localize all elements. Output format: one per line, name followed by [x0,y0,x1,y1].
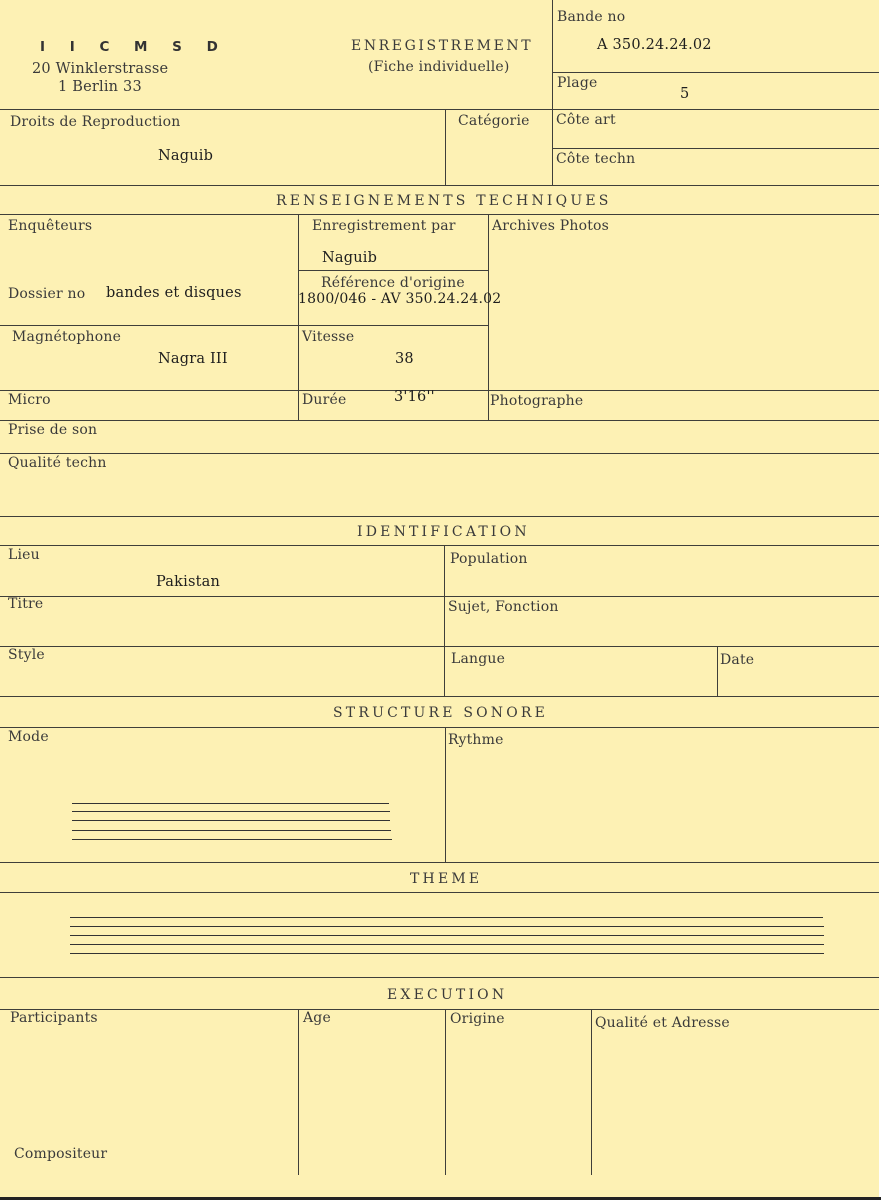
rule [298,270,489,271]
section-title-theme: THEME [410,871,483,887]
dossier-value: bandes et disques [106,285,242,301]
duree-value: 3'16'' [394,389,435,405]
rule [0,977,879,978]
sujet-fonction-label: Sujet, Fonction [448,599,559,615]
rule [488,214,489,420]
rule [0,1009,879,1010]
rule [0,696,879,697]
lieu-value: Pakistan [156,574,221,590]
photographe-label: Photographe [490,393,584,409]
enregistrement-par-value: Naguib [322,250,378,266]
compositeur-label: Compositeur [14,1146,108,1162]
rule [0,420,879,421]
enqueteurs-label: Enquêteurs [8,218,93,234]
rule [552,72,879,73]
age-label: Age [303,1010,331,1026]
address-line-1: 20 Winklerstrasse [32,61,169,77]
prise-de-son-label: Prise de son [8,422,98,438]
dossier-label: Dossier no [8,286,86,302]
section-title-structure: STRUCTURE SONORE [333,705,549,721]
qualite-adresse-label: Qualité et Adresse [595,1015,730,1031]
rule [0,892,879,893]
rule [0,545,879,546]
vitesse-value: 38 [395,351,414,367]
droits-value: Naguib [158,148,214,164]
rule [0,390,879,391]
cote-techn-label: Côte techn [556,151,636,167]
rule [0,109,879,110]
address-line-2: 1 Berlin 33 [58,79,142,95]
origine-label: Origine [450,1011,505,1027]
rule [298,214,299,420]
rule [0,325,489,326]
participants-label: Participants [10,1010,98,1026]
rule [445,1009,446,1175]
rule [0,727,879,728]
bande-no-label: Bande no [557,9,626,25]
vitesse-label: Vitesse [302,329,355,345]
categorie-label: Catégorie [458,113,530,129]
langue-label: Langue [451,651,506,667]
plage-label: Plage [557,75,598,91]
rule [445,109,446,186]
archives-photos-label: Archives Photos [492,218,610,234]
titre-label: Titre [8,596,44,612]
rule [0,214,879,215]
enregistrement-par-label: Enregistrement par [312,218,456,234]
rule [0,453,879,454]
lieu-label: Lieu [8,547,40,563]
mode-label: Mode [8,729,49,745]
reference-label: Référence d'origine [321,275,465,291]
date-label: Date [720,652,755,668]
droits-label: Droits de Reproduction [10,114,181,130]
rule [0,185,879,186]
rule [552,0,553,186]
cote-art-label: Côte art [556,112,616,128]
magnetophone-value: Nagra III [158,351,228,367]
rule [444,545,445,697]
qualite-techn-label: Qualité techn [8,455,107,471]
magnetophone-label: Magnétophone [12,329,122,345]
section-title-identification: IDENTIFICATION [357,524,530,540]
rule [298,1009,299,1175]
population-label: Population [450,551,528,567]
micro-label: Micro [8,392,51,408]
reference-value: 1800/046 - AV 350.24.24.02 [298,291,502,307]
bande-no-value: A 350.24.24.02 [597,37,712,53]
duree-label: Durée [302,392,347,408]
rule [717,646,718,697]
rule [0,516,879,517]
form-title: ENREGISTREMENT [351,38,534,54]
rule [445,727,446,863]
plage-value: 5 [680,86,690,102]
form-subtitle: (Fiche individuelle) [368,59,510,75]
section-title-technical: RENSEIGNEMENTS TECHNIQUES [276,193,612,209]
rule [0,596,879,597]
style-label: Style [8,647,45,663]
rule [591,1009,592,1175]
rythme-label: Rythme [448,732,504,748]
rule [552,148,879,149]
rule [0,646,879,647]
rule [0,862,879,863]
section-title-execution: EXECUTION [387,987,508,1003]
institution-name: I I C M S D [40,39,228,55]
